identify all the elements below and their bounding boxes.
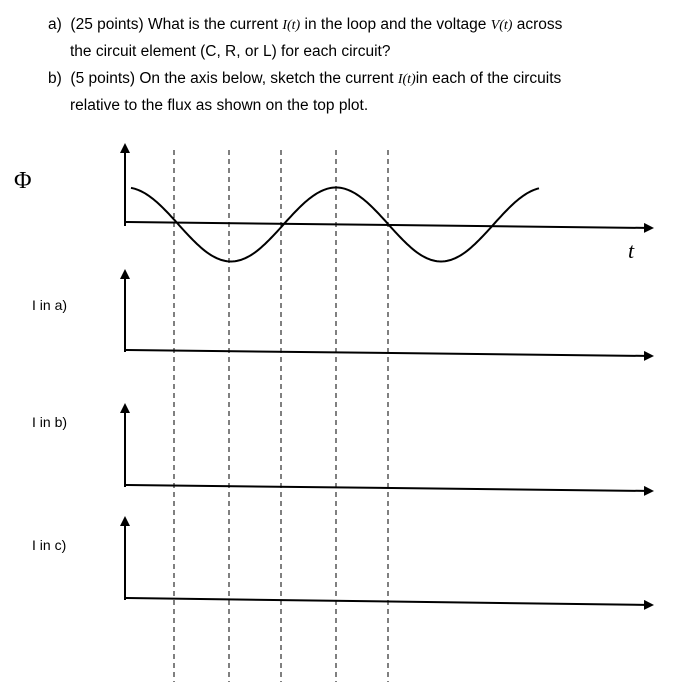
question-a-text-mid: in the loop and the voltage [300, 16, 491, 33]
question-b-text-end: in each of the circuits [415, 70, 562, 87]
time-label: t [628, 238, 635, 263]
i-a-label: I in a) [32, 297, 68, 313]
question-a-text: (25 points) What is the current [70, 16, 283, 33]
voltage-symbol: V(t) [490, 18, 513, 33]
question-a-line2: the circuit element (C, R, or L) for each circuit? [70, 43, 391, 60]
flux-label: Φ [14, 168, 32, 194]
i-c-label: I in c) [32, 537, 67, 553]
question-a-marker: a) [48, 16, 62, 33]
i-b-label: I in b) [32, 414, 68, 430]
current-symbol: I(t) [282, 18, 301, 33]
question-a-text-end: across [512, 16, 563, 33]
question-b-line2: relative to the flux as shown on the top plot. [70, 97, 369, 114]
dashed-guides [174, 150, 388, 682]
current-symbol: I(t) [397, 72, 416, 87]
question-b-text: (5 points) On the axis below, sketch the current [70, 70, 398, 87]
question-b-marker: b) [48, 70, 62, 87]
